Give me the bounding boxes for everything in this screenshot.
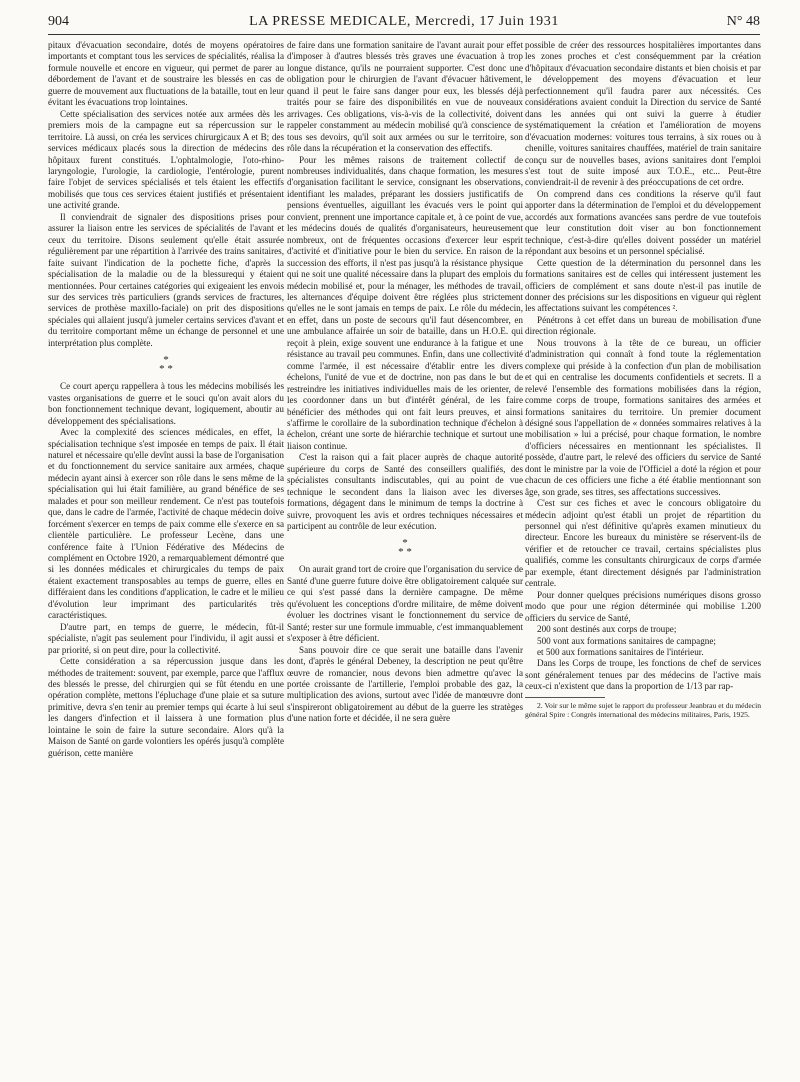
paragraph: On aurait grand tort de croire que l'organisation du service de Santé d'une guerre future doive être obligatoirement calquée sur ce qui s'est passé dans la dernière campagne. De même qu'évoluent les conceptions d'ordre militaire, de même doivent évoluer les doctrines visant le fonctionnement du service de Santé; rester sur une formule immuable, c'est immanquablement s'exposer à être déficient. <box>287 564 523 644</box>
paragraph: possible de créer des ressources hospitalières importantes dans les zones proches et c'est conséquemment par la création d'hôpitaux d'évacuation secondaire distants et bien choisis et par le développement des moyens d'évacuation et leur perfectionnement qu'il faudra parer aux nécessités. Ces considérations avaient conduit la Direction du service de Santé dans les années qui ont suivi la guerre à étudier systématiquement la création et l'amélioration de moyens d'évacuation modernes: voitures tous terrains, à six roues ou à chenille, voitures sanitaires chauffées, matériel de train sanitaire conçu sur de nouvelles bases, avions sanitaires dont l'emploi s'est tout de suite imposé aux T.O.E., etc... Peut-être conviendrait-il de revenir à des préoccupations de cet ordre. <box>525 40 761 188</box>
paragraph: On comprend dans ces conditions la réserve qu'il faut apporter dans la détermination de l'emploi et du développement accordés aux formations avancées sans perdre de vue toutefois que leur constitution doit viser au bon fonctionnement technique, c'est-à-dire qu'elles doivent posséder un matériel répondant aux besoins et un personnel spécialisé. <box>525 188 761 257</box>
list-item: et 500 aux formations sanitaires de l'intérieur. <box>537 647 704 658</box>
paragraph: Cette question de la détermination du personnel dans les formations sanitaires est de celles qui intéressent justement les officiers de complément et sans doute n'est-il pas inutile de donner des précisions sur les dispositions en vigueur qui règlent les affectations suivant les compétences ². <box>525 257 761 314</box>
paragraph: Cette considération a sa répercussion jusque dans les méthodes de traitement: souvent, par exemple, parce que l'afflux des blessés le presse, del chirurgien qui se fût étendu en une opération complète, mettons l'épluchage d'une plaie et sa suture primitive, devra s'en tenir au premier temps qui écarte à lui seul les dangers d'infection et il laissera à une formation plus lointaine le soin de faire la suture secondaire. Alors qu'à la Maison de Santé on garde volontiers les opérés jusqu'à complète guérison, cette manière <box>48 656 284 758</box>
section-break-asterism: * * * <box>398 537 412 559</box>
paragraph: Avec la complexité des sciences médicales, en effet, la spécialisation technique s'est imposée en temps de paix. Il était naturel et nécessaire qu'elle devînt aussi la base de l'organisation et du fonctionnement du service sanitaire aux armées, chaque médecin ayant ainsi à exercer son rôle dans le sens même de la spécialisation qui lui était familière, au grand bénéfice de ses malades et pour son meilleur rendement. Ce n'est pas toutefois que, dans le cadre de l'armée, l'activité de chaque médecin doive forcément s'exercer en temps de paix comme elle s'exerce en sa clientèle particulière. Le professeur Lecène, dans une conférence faite à l'Union Fédérative des Médecins de complément en Octobre 1920, a remarquablement démontré que si les données médicales et chirurgicales du temps de paix étaient exactement transposables au temps de guerre, elles en différaient dans les conditions d'application, le cadre et le milieu d'évolution leur imprimant des particularités très caractéristiques. <box>48 427 284 621</box>
paragraph: Dans les Corps de troupe, les fonctions de chef de services sont généralement tenues par des médecins de l'active mais ceux-ci n'existent que dans la proportion de 1/13 par rap- <box>525 658 761 692</box>
paragraph: Pour donner quelques précisions numériques disons grosso modo que pour une région déterminée qui mobilise 1.200 officiers du service de Santé, <box>525 589 761 623</box>
paragraph: Il conviendrait de signaler des dispositions prises pour assurer la liaison entre les services de spécialités de l'avant et ceux du territoire. Disons seulement qu'elle était assurée régulièrement par une répartition à l'arrivée des trains sanitaires, faite suivant l'indication de la pochette fiche, d'après la spécialisation de la maladie ou de la blessurequi y étaient mentionnées. Pour certaines catégories qui exigeaient les envois sur des services très particuliers (grands services de fractures, services de prothèse maxillo-faciale) on prit des dispositions spéciales qui allaient jusqu'à jumeler certains services d'avant et du territoire comportant même un échange de personnel et une interprétation plus complète. <box>48 211 284 348</box>
paragraph: Cette spécialisation des services notée aux armées dès les premiers mois de la campagne eut sa répercussion sur le territoire. Là aussi, on créa les services chirurgicaux A et B; des services médicaux placés sous la direction de médecins des hôpitaux furent constitués. L'ophtalmologie, l'oto-rhino-laryngologie, l'urologie, la cardiologie, l'entérologie, purent faire l'objet de services spécialisés et tels étaient les effectifs mobilisés que tous ces services étaient justifiés et présentaient une activité grande. <box>48 108 284 211</box>
paragraph: C'est la raison qui a fait placer auprès de chaque autorité supérieure du corps de Santé des conseillers qualifiés, des spécialistes consultants indiscutables, qui au point de vue technique le secondent dans la liaison avec les diverses formations, dégagent dans le minimum de temps la doctrine à suivre, provoquent les avis et ordres techniques nécessaires et participent au contrôle de leur exécution. <box>287 452 523 532</box>
paragraph: pitaux d'évacuation secondaire, dotés de moyens opératoires importants et comptant tous les services de spécialités, réalisa la formule nouvelle et encore en vigueur, qui permet de parer au débordement de l'avant et de soustraire les blessés en cas de guerre de mouvement aux fluctuations de la bataille, tout en leur évitant les évacuations trop lointaines. <box>48 40 284 108</box>
paragraph: Pénétrons à cet effet dans un bureau de mobilisation d'une direction régionale. <box>525 314 761 337</box>
column-2 <box>287 40 523 1050</box>
section-break-asterism: * * * <box>159 354 173 376</box>
paragraph: de faire dans une formation sanitaire de l'avant aurait pour effet d'imposer à d'autres blessés très graves une évacuation à trop longue distance, qu'ils ne pourraient supporter. C'est donc une obligation pour le chirurgien de l'avant d'évacuer hâtivement, quand il peut le faire sans danger pour eux, les blessés déjà traités pour se faire des disponibilités en vue de nouveaux arrivages. Ces obligations, vis-à-vis de la collectivité, doivent rappeler constamment au médecin mobilisé qu'à conscience de tous ses devoirs, qu'il soit aux armées ou sur le territoire, son rôle dans la récupération et la conservation des effectifs. <box>287 40 523 154</box>
footnote: 2. Voir sur le même sujet le rapport du professeur Jeanbrau et du médecin général Spire : Congrès international des médecins militaires, Paris, 1925. <box>525 700 761 720</box>
footnote-rule <box>525 697 605 698</box>
paragraph: Nous trouvons à la tête de ce bureau, un officier d'administration qui connaît à fond toute la réglementation complexe qui préside à la confection d'un plan de mobilisation et qui en centralise les documents confidentiels et secrets. Il a relevé l'ensemble des formations mobilisées dans la région, comme corps de troupe, formations sanitaires des armées et formations sanitaires du territoire. Un premier document désigné sous l'appellation de « données sommaires relatives à la mobilisation » lui a précisé, pour chaque formation, le nombre d'officiers nécessaires en mentionnant les spécialistes. Il possède, d'autre part, le relevé des officiers du service de Santé dont le ministre par la voie de l'Officiel a doté la région et pour chacun de ces officiers une fiche a été établie mentionnant son âge, son grade, ses titres, ses affectations successives. <box>525 337 761 497</box>
paragraph: Pour les mêmes raisons de traitement collectif de nombreuses individualités, dans chaque formation, les mesures d'organisation facilitant le service, consignant les observations, identifiant les malades, préparant les dossiers justificatifs de pensions éventuelles, aiguillant les évacués vers le point qui convient, prennent une importance capitale et, à ce point de vue, les médecins doués de qualités d'organisateurs, heureusement nombreux, ont de fréquentes occasions d'exercer leur esprit d'activité et d'initiative pour le bien du service. En raison de la succession des efforts, il n'est pas jusqu'à la résistance physique qui ne soit une qualité nécessaire dans la plupart des emplois du médecin mobilisé et, pour la ménager, les méthodes de travail, les alternances d'équipe doivent être réglées plus strictement qu'elles ne le sont jamais en temps de paix. Le rôle du médecin, en effet, dans un poste de secours qu'il faut désencombrer, en une ambulance affairée un soir de bataille, dans un H.O.E. qui reçoit à plein, exige souvent une endurance à la fatigue et une résistance au travail peu communes. Enfin, dans une collectivité comme l'armée, il est nécessaire d'établir entre les divers échelons, l'unité de vue et de doctrine, non pas dans le but de restreindre les initiatives individuelles mais de les orienter, de les coordonner dans un but d'intérêt général, de les faire bénéficier des méthodes qui ont fait leurs preuves, et ainsi s'affirme le corollaire de la subordination technique d'échelon à échelon, créant une sorte de hiérarchie technique et surtout une liaison continue. <box>287 154 523 451</box>
paragraph: D'autre part, en temps de guerre, le médecin, fût-il spécialiste, n'agit pas seulement pour l'individu, il agit aussi et par priorité, si on peut dire, pour la collectivité. <box>48 621 284 655</box>
paragraph: Ce court aperçu rappellera à tous les médecins mobilisés les vastes organisations de guerre et le souci qu'on avait alors du bon fonctionnement technique devant, logiquement, aboutir au développement des spécialisations. <box>48 381 284 426</box>
column-1 <box>48 40 284 1050</box>
list-item: 200 sont destinés aux corps de troupe; <box>537 624 677 635</box>
paragraph: C'est sur ces fiches et avec le concours obligatoire du médecin adjoint qu'est établi un projet de répartition du personnel qui n'est définitive qu'après examen minutieux du directeur. Encore les bureaux du ministère se réservent-ils de vérifier et de retoucher ce travail, certains spécialistes plus qualifiés, comme les consultants chirurgicaux de corps d'armée par exemple, étant directement désignés par l'administration centrale. <box>525 498 761 589</box>
running-header <box>48 14 760 34</box>
paragraph: Sans pouvoir dire ce que serait une bataille dans l'avenir dont, d'après le général Debeney, la description ne peut qu'être œuvre de romancier, nous devons bien admettre qu'avec la portée croissante de l'artillerie, l'emploi probable des gaz, la multiplication des avions, surtout avec l'idée de manœuvre dont s'inspireront obligatoirement au début de la guerre les stratèges d'une nation forte et décidée, il ne sera guère <box>287 644 523 724</box>
issue-number: N° 48 <box>726 14 760 29</box>
list-item: 500 vont aux formations sanitaires de campagne; <box>537 635 716 646</box>
header-rule <box>48 34 760 35</box>
column-3 <box>525 40 761 1050</box>
journal-title: LA PRESSE MEDICALE, Mercredi, 17 Juin 1931 <box>249 14 559 29</box>
page-number: 904 <box>48 14 69 29</box>
